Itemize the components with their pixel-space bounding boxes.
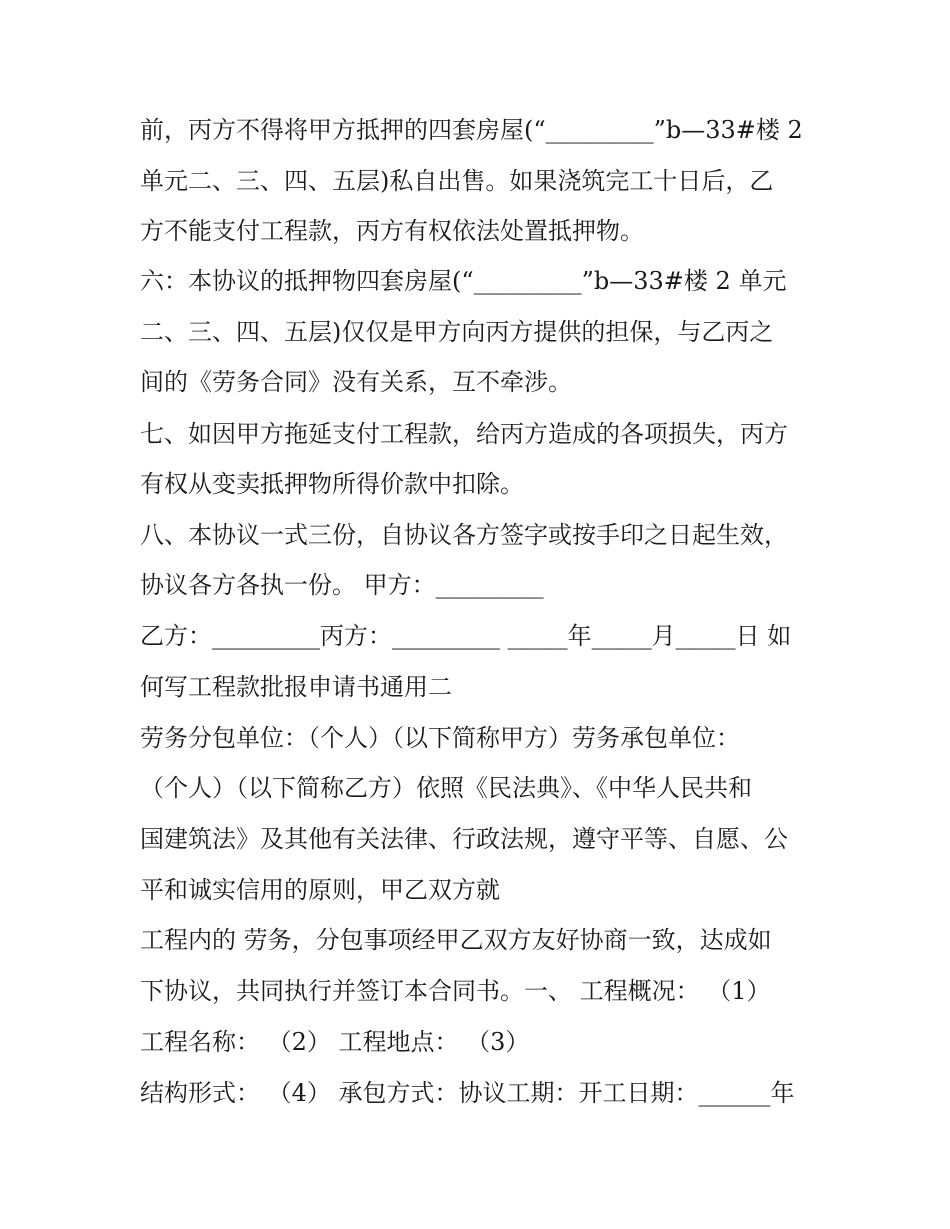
text-line: 国建筑法》及其他有关法律、行政法规，遵守平等、自愿、公 xyxy=(140,825,788,853)
text-line: 有权从变卖抵押物所得价款中扣除。 xyxy=(140,470,524,498)
text-line: 六：本协议的抵押物四套房屋(“_________”b—33#楼 2 单元 xyxy=(140,267,787,295)
text-line: 下协议，共同执行并签订本合同书。一、 工程概况： （1） xyxy=(140,977,771,1005)
text-line: 劳务分包单位：（个人）（以下简称甲方）劳务承包单位： xyxy=(140,724,740,752)
text-line: 平和诚实信用的原则，甲乙双方就 xyxy=(140,876,500,904)
text-line: 结构形式： （4） 承包方式：协议工期：开工日期：______年 xyxy=(140,1079,795,1107)
text-line: 工程名称： （2） 工程地点： （3） xyxy=(140,1028,530,1056)
text-line: 协议各方各执一份。 甲方：_________ xyxy=(140,571,544,599)
text-line: 前，丙方不得将甲方抵押的四套房屋(“_________”b—33#楼 2 xyxy=(140,116,803,144)
text-line: 间的《劳务合同》没有关系，互不牵涉。 xyxy=(140,368,572,396)
text-line: （个人）（以下简称乙方）依照《民法典》、《中华人民共和 xyxy=(140,774,752,802)
text-line: 七、如因甲方拖延支付工程款，给丙方造成的各项损失，丙方 xyxy=(140,420,788,448)
text-line: 方不能支付工程款，丙方有权依法处置抵押物。 xyxy=(140,217,644,245)
text-line: 何写工程款批报申请书通用二 xyxy=(140,673,452,701)
text-line: 二、三、四、五层)仅仅是甲方向丙方提供的担保，与乙丙之 xyxy=(140,318,774,346)
text-line: 工程内的 劳务，分包事项经甲乙双方友好协商一致，达成如 xyxy=(140,926,772,954)
text-line: 八、本协议一式三份，自协议各方签字或按手印之日起生效， xyxy=(140,521,788,549)
text-line: 单元二、三、四、五层)私自出售。如果浇筑完工十日后，乙 xyxy=(140,167,774,195)
text-line: 乙方：_________丙方：_________ _____年_____月_____日 如 xyxy=(140,622,792,650)
